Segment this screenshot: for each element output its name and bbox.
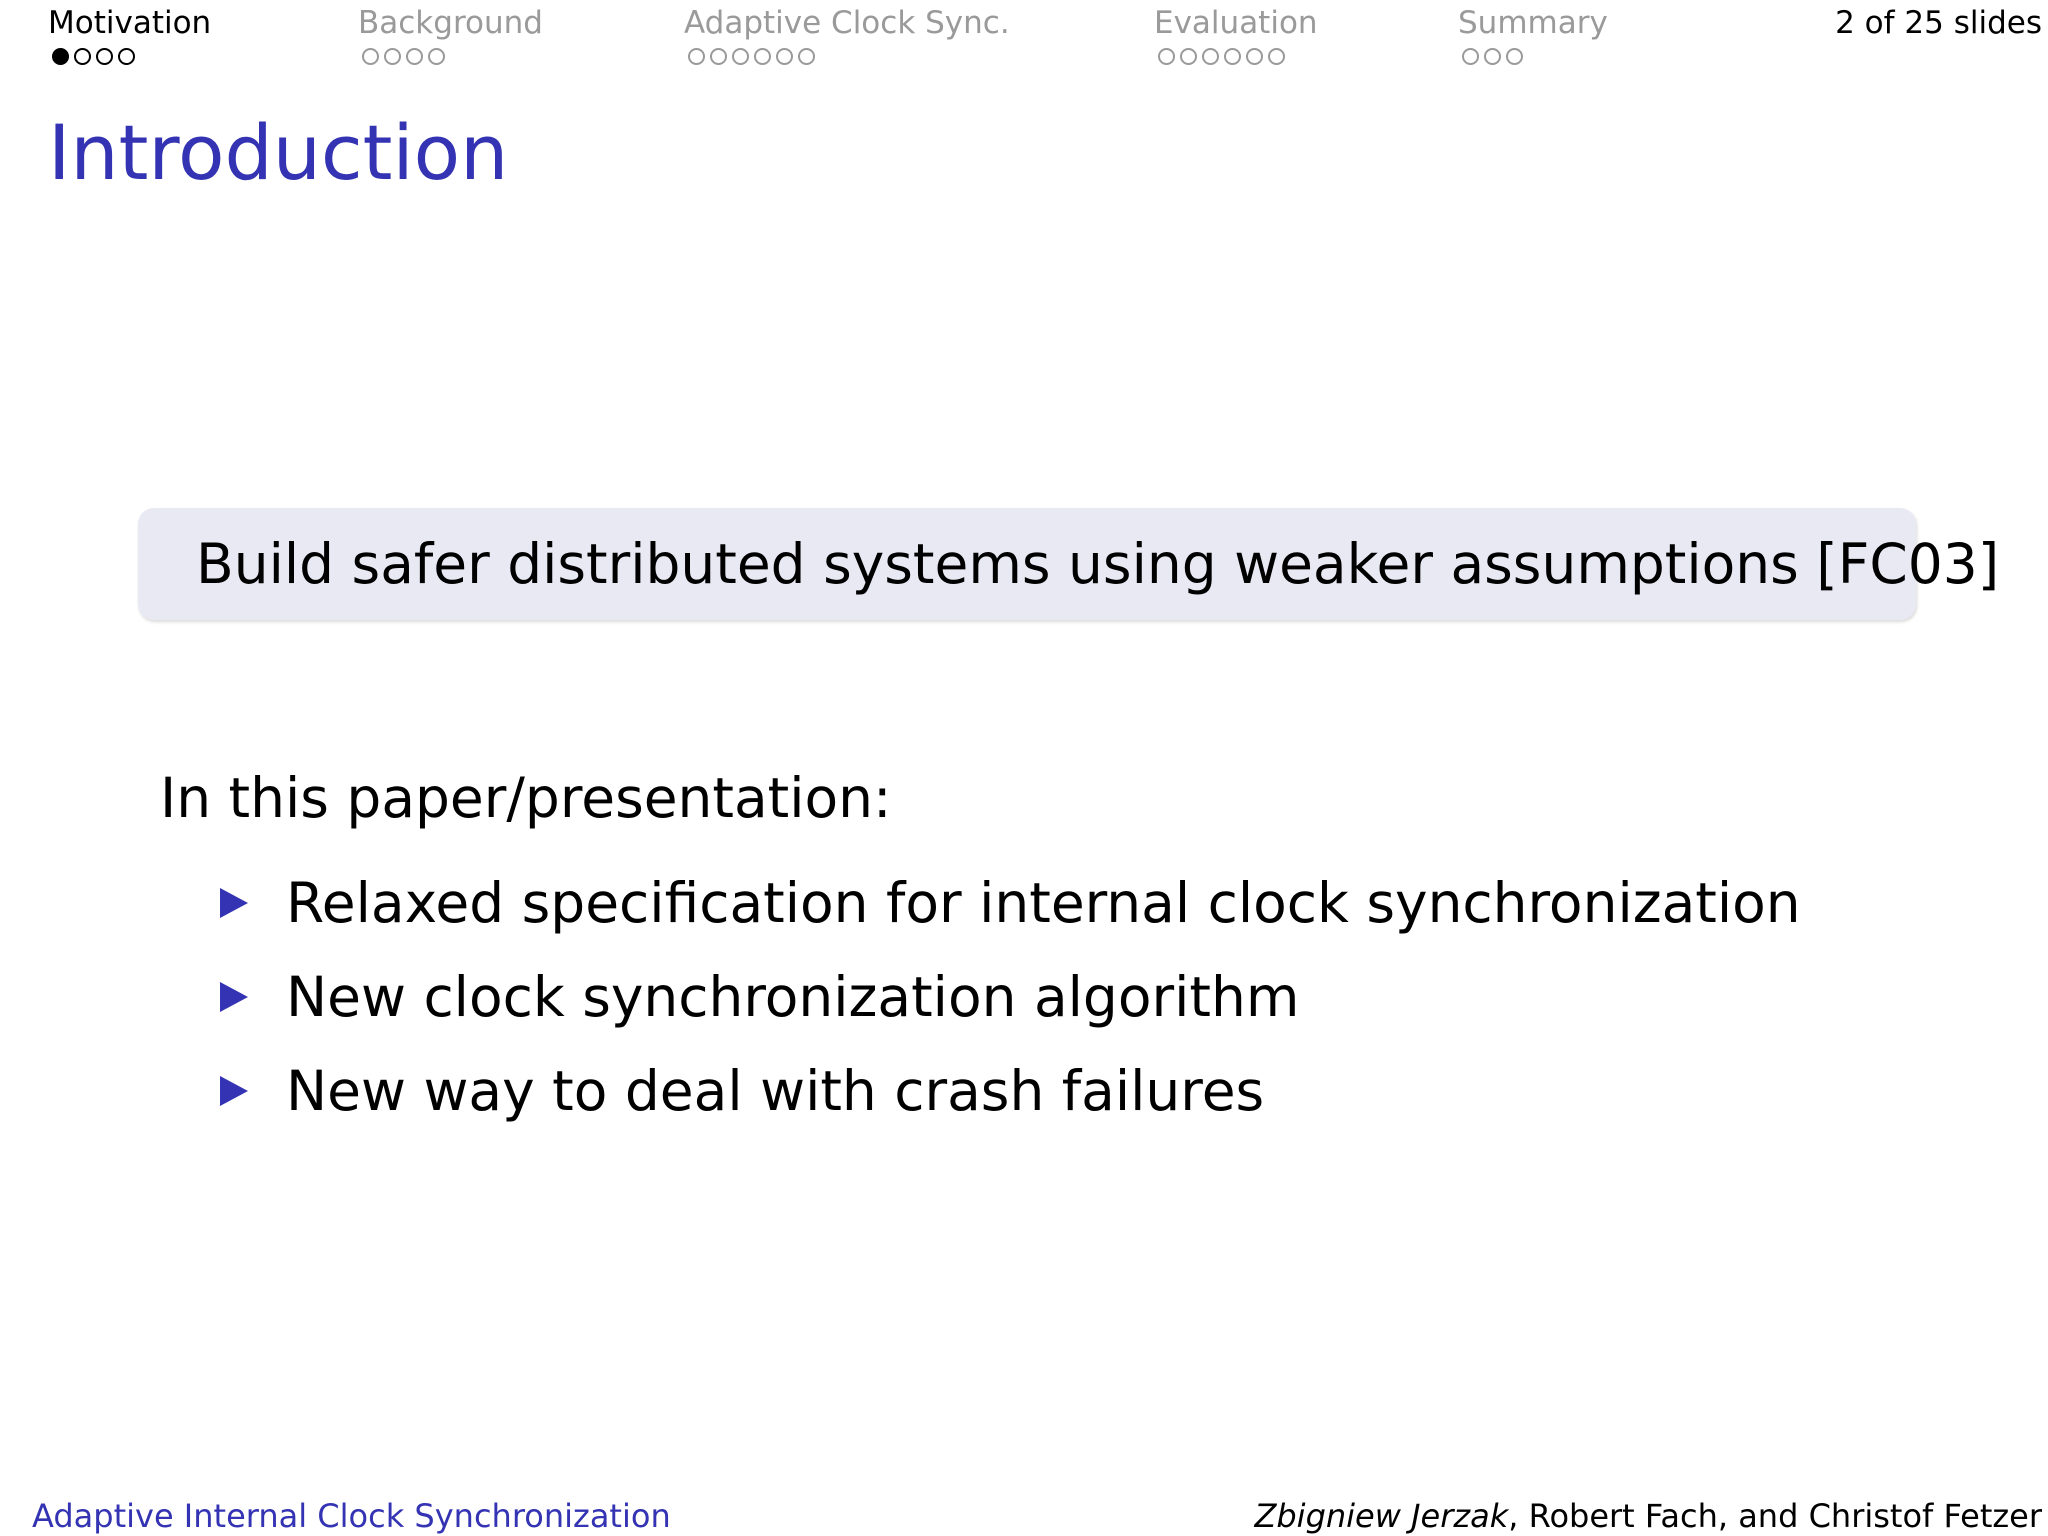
nav-slide-dots — [362, 48, 543, 65]
nav-slide-dot[interactable] — [776, 48, 793, 65]
nav-slide-dot-current[interactable] — [52, 48, 69, 65]
footer-coauthors: , Robert Fach, and Christof Fetzer — [1508, 1497, 2042, 1535]
nav-slide-dot[interactable] — [1180, 48, 1197, 65]
nav-slide-dot[interactable] — [798, 48, 815, 65]
triangle-bullet-icon — [220, 982, 248, 1012]
nav-slide-dot[interactable] — [74, 48, 91, 65]
nav-section-evaluation[interactable] — [1154, 4, 1318, 65]
nav-section-background[interactable] — [358, 4, 543, 65]
nav-slide-dot[interactable] — [1158, 48, 1175, 65]
nav-slide-dots — [1462, 48, 1608, 65]
nav-section-label: Evaluation — [1154, 5, 1318, 41]
nav-section-label: Summary — [1458, 5, 1608, 41]
nav-slide-dot[interactable] — [362, 48, 379, 65]
list-item — [220, 1044, 1801, 1138]
nav-section-adaptive-clock-sync[interactable] — [684, 4, 1010, 65]
nav-section-summary[interactable] — [1458, 4, 1608, 65]
footer-presenter: Zbigniew Jerzak — [1254, 1497, 1509, 1535]
nav-slide-dot[interactable] — [384, 48, 401, 65]
nav-slide-dot[interactable] — [688, 48, 705, 65]
nav-slide-dot[interactable] — [754, 48, 771, 65]
nav-slide-dot[interactable] — [118, 48, 135, 65]
section-navigation — [0, 0, 2048, 80]
slide-counter: 2 of 25 slides — [1835, 5, 2042, 41]
bullet-text: Relaxed specification for internal clock synchronization — [286, 871, 1801, 935]
nav-slide-dot[interactable] — [1268, 48, 1285, 65]
nav-slide-dot[interactable] — [428, 48, 445, 65]
nav-section-label: Motivation — [48, 5, 212, 41]
nav-slide-dots — [52, 48, 211, 65]
slide-title: Introduction — [48, 108, 509, 197]
list-item — [220, 856, 1801, 950]
nav-section-label: Adaptive Clock Sync. — [684, 5, 1010, 41]
nav-slide-dot[interactable] — [1462, 48, 1479, 65]
nav-slide-dot[interactable] — [732, 48, 749, 65]
bullet-text: New clock synchronization algorithm — [286, 965, 1300, 1029]
nav-slide-dot[interactable] — [96, 48, 113, 65]
triangle-bullet-icon — [220, 1076, 248, 1106]
nav-slide-dot[interactable] — [1246, 48, 1263, 65]
highlight-box — [138, 508, 2000, 620]
triangle-bullet-icon — [220, 888, 248, 918]
nav-slide-dot[interactable] — [710, 48, 727, 65]
footer-authors — [1254, 1496, 2042, 1536]
highlight-text: Build safer distributed systems using weaker assumptions [FC03] — [196, 532, 2000, 596]
nav-slide-dot[interactable] — [406, 48, 423, 65]
bullet-list — [220, 856, 1801, 1138]
nav-slide-dot[interactable] — [1202, 48, 1219, 65]
nav-section-label: Background — [358, 5, 543, 41]
nav-slide-dots — [1158, 48, 1318, 65]
nav-slide-dot[interactable] — [1506, 48, 1523, 65]
footer-talk-title: Adaptive Internal Clock Synchronization — [32, 1497, 671, 1535]
nav-slide-dot[interactable] — [1224, 48, 1241, 65]
intro-line: In this paper/presentation: — [160, 766, 892, 830]
nav-section-motivation[interactable] — [48, 4, 211, 65]
list-item — [220, 950, 1801, 1044]
nav-slide-dot[interactable] — [1484, 48, 1501, 65]
nav-slide-dots — [688, 48, 1010, 65]
bullet-text: New way to deal with crash failures — [286, 1059, 1265, 1123]
